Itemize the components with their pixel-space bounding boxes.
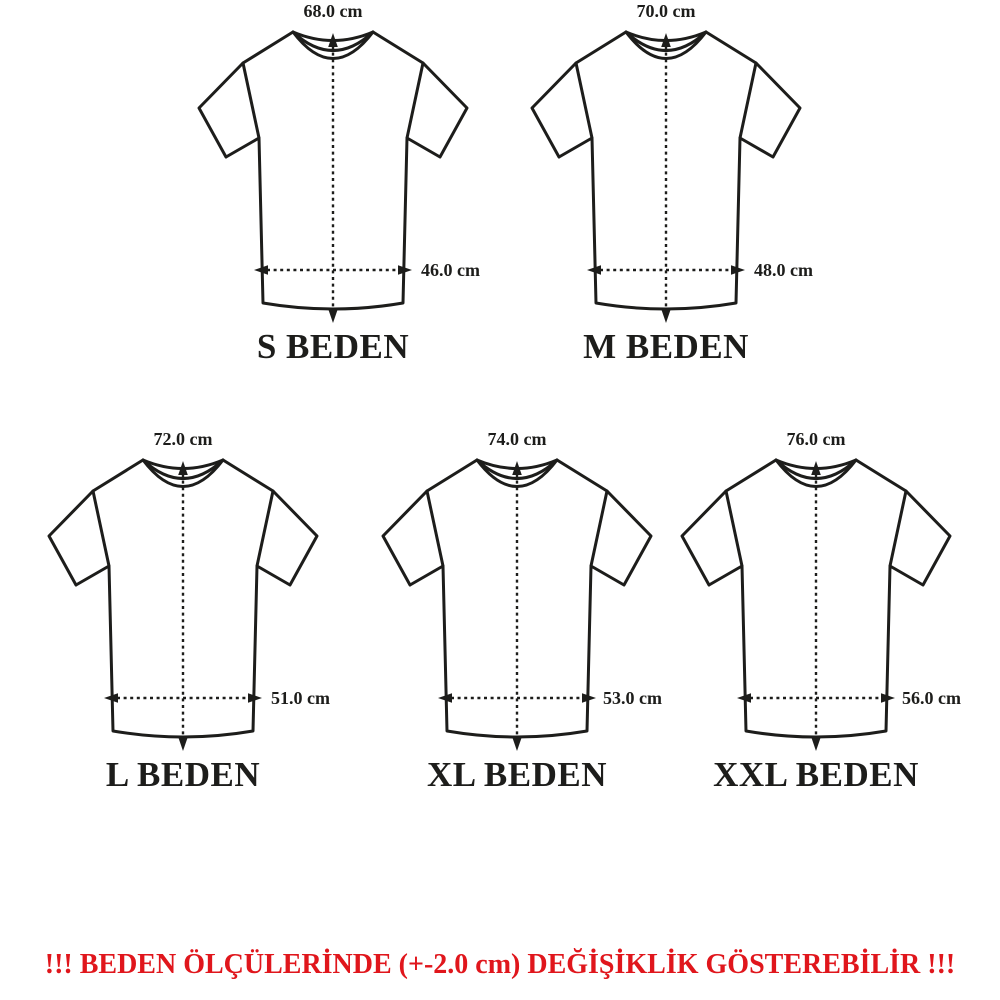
length-measurement: 68.0 cm bbox=[303, 1, 363, 21]
length-measurement: 76.0 cm bbox=[786, 429, 846, 449]
tshirt-diagram bbox=[516, 22, 816, 327]
width-measurement: 51.0 cm bbox=[271, 688, 330, 708]
size-label: S BEDEN bbox=[256, 327, 410, 366]
width-measurement: 56.0 cm bbox=[902, 688, 961, 708]
tshirt-diagram bbox=[666, 450, 966, 755]
size-label: XXL BEDEN bbox=[713, 755, 919, 794]
width-measurement: 46.0 cm bbox=[421, 260, 480, 280]
tshirt-diagram bbox=[367, 450, 667, 755]
size-figure-xl bbox=[367, 428, 667, 796]
tshirt-diagram bbox=[33, 450, 333, 755]
size-disclaimer: !!! BEDEN ÖLÇÜLERİNDE (+-2.0 cm) DEĞİŞİKLİK GÖSTEREBİLİR !!! bbox=[44, 949, 956, 980]
length-measurement: 72.0 cm bbox=[153, 429, 213, 449]
width-measurement: 48.0 cm bbox=[754, 260, 813, 280]
size-figure-l bbox=[33, 428, 333, 796]
size-label: L BEDEN bbox=[105, 755, 261, 794]
length-measurement: 70.0 cm bbox=[636, 1, 696, 21]
size-label: XL BEDEN bbox=[426, 755, 608, 794]
size-label: M BEDEN bbox=[583, 327, 749, 366]
size-figure-xxl bbox=[666, 428, 966, 796]
width-measurement: 53.0 cm bbox=[603, 688, 662, 708]
size-figure-s bbox=[183, 0, 483, 368]
length-measurement: 74.0 cm bbox=[487, 429, 547, 449]
tshirt-diagram bbox=[183, 22, 483, 327]
size-figure-m bbox=[516, 0, 816, 368]
